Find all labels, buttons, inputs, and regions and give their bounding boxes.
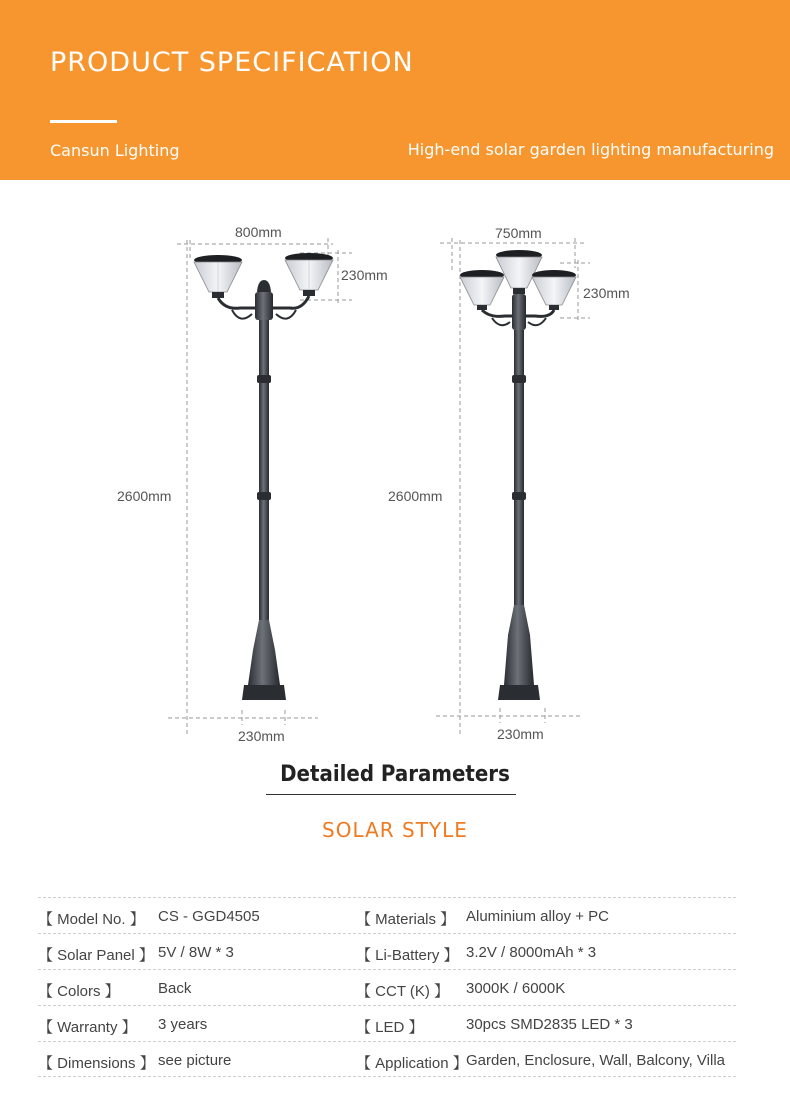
brand-tagline: High-end solar garden lighting manufacturing <box>407 140 774 159</box>
table-row <box>38 933 736 969</box>
lamp-three-head <box>436 238 590 735</box>
spec-value: Garden, Enclosure, Wall, Balcony, Villa <box>466 1052 726 1069</box>
parameters-underline <box>266 794 516 795</box>
spec-key: 【 Li-Battery 】 <box>356 947 459 964</box>
spec-key: 【 Application 】 <box>356 1055 468 1072</box>
style-label: SOLAR STYLE <box>322 818 468 842</box>
lamp-shade-left <box>194 255 242 298</box>
table-row <box>38 897 736 933</box>
spec-value: 5V / 8W * 3 <box>158 944 234 961</box>
spec-value: 3000K / 6000K <box>466 980 566 997</box>
spec-key: 【 Warranty 】 <box>38 1019 137 1036</box>
lamp-two-head <box>168 238 352 735</box>
spec-key: 【 LED 】 <box>356 1019 424 1036</box>
brand-name: Cansun Lighting <box>50 141 180 160</box>
table-row <box>38 1041 736 1077</box>
banner-divider <box>50 120 117 123</box>
spec-key: 【 Solar Panel 】 <box>38 947 154 964</box>
spec-value: CS - GGD4505 <box>158 908 260 925</box>
spec-value: see picture <box>158 1052 232 1069</box>
dim-right-height: 2600mm <box>388 488 443 504</box>
banner-title: PRODUCT SPECIFICATION <box>50 47 414 78</box>
dim-left-width: 800mm <box>235 224 282 240</box>
lamp-shade-left <box>460 270 504 310</box>
spec-table <box>38 897 736 1077</box>
spec-key: 【 Model No. 】 <box>38 911 145 928</box>
lamp-shade-right <box>285 253 333 296</box>
dim-right-width: 750mm <box>495 225 542 241</box>
table-row <box>38 1005 736 1041</box>
spec-value: 3 years <box>158 1016 208 1033</box>
spec-key: 【 Colors 】 <box>38 983 120 1000</box>
spec-value: Back <box>158 980 192 997</box>
dim-left-height: 2600mm <box>117 488 172 504</box>
dim-left-base: 230mm <box>238 728 285 744</box>
header-banner <box>0 0 790 180</box>
lamp-shade-right <box>532 270 576 310</box>
spec-value: 3.2V / 8000mAh * 3 <box>466 944 597 961</box>
dim-right-base: 230mm <box>497 726 544 742</box>
spec-key: 【 CCT (K) 】 <box>356 983 450 1000</box>
spec-key: 【 Materials 】 <box>356 911 456 928</box>
spec-value: Aluminium alloy + PC <box>466 908 609 925</box>
table-row <box>38 969 736 1005</box>
spec-key: 【 Dimensions 】 <box>38 1055 155 1072</box>
spec-value: 30pcs SMD2835 LED * 3 <box>466 1016 633 1033</box>
product-dimension-drawing <box>0 180 790 760</box>
parameters-heading: Detailed Parameters <box>280 762 510 787</box>
dim-right-head-height: 230mm <box>583 285 630 301</box>
dim-left-head-height: 230mm <box>341 267 388 283</box>
lamp-shade-center <box>496 250 542 294</box>
